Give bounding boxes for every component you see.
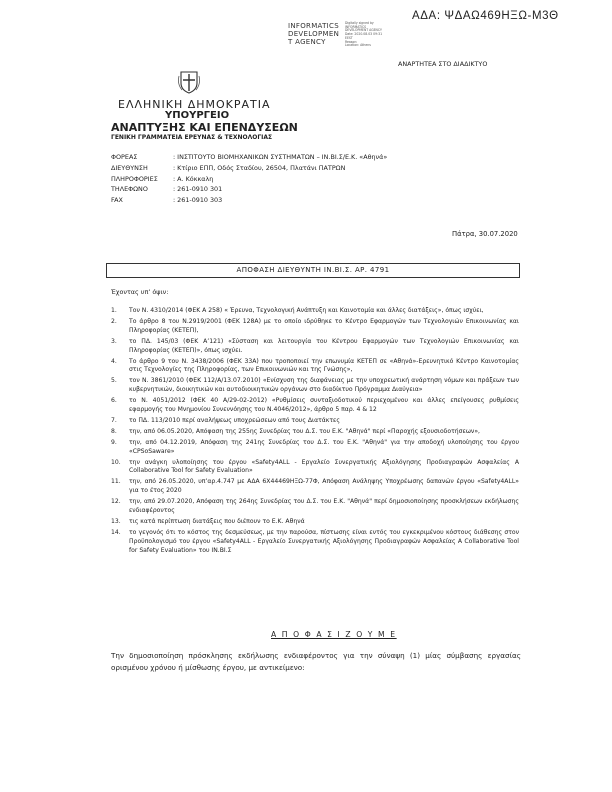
signature-line: DEVELOPMEN	[288, 30, 340, 39]
signature-details	[345, 22, 405, 48]
contact-row	[111, 153, 387, 164]
item-number: 6.	[111, 397, 117, 405]
list-item	[111, 318, 519, 336]
item-number: 14.	[111, 528, 121, 536]
item-text: Το άρθρο 8 του Ν.2919/2001 (ΦΕΚ 128Α) με το οποίο ιδρύθηκε το Κέντρο Εφαρμογών των Τεχνολογιών Επικοινωνίας και Πληροφορίας (ΚΕΤΕΠ),	[129, 317, 519, 334]
item-text: την, από 04.12.2019, Απόφαση της 241ης Συνεδρίας του Δ.Σ. του Ε.Κ. "Αθηνά" για την αποδοχή υλοποίησης του έργου «CPSoSaware»	[129, 438, 519, 455]
list-item	[111, 529, 519, 555]
contact-label: FAX	[111, 196, 123, 205]
item-number: 3.	[111, 337, 117, 345]
item-text: το Ν. 4051/2012 (ΦΕΚ 40 Α/29-02-2012) «Ρυθμίσεις συνταξιοδοτικού περιεχομένου και άλλες επείγουσες ρυθμίσεις εφαρμογής του Μνημονίου Συνεννόησης του Ν.4046/2012», άρθρο 5 παρ. 4 & 12	[129, 397, 519, 413]
list-item	[111, 397, 519, 415]
decision-title: ΑΠΟΦΑΣΗ ΔΙΕΥΘΥΝΤΗ IN.BI.Σ. ΑΡ. 4791	[106, 263, 520, 278]
item-number: 12.	[111, 498, 121, 506]
list-item	[111, 478, 519, 496]
list-item	[111, 358, 519, 376]
item-text: την, από 06.05.2020, Απόφαση της 255ης Συνεδρίας του Δ.Σ. του Ε.Κ. "Αθηνά" περί «Παροχής εξουσιοδοτήσεων»,	[129, 427, 480, 435]
country-name: ΕΛΛΗΝΙΚΗ ΔΗΜΟΚΡΑΤΙΑ	[118, 98, 271, 111]
contact-info	[111, 153, 387, 207]
decision-body: Την δημοσιοποίηση πρόσκλησης εκδήλωσης ενδιαφέροντος για την σύναψη (1) μίας σύμβασης εργασίας ορισμένου χρόνου ή μίσθωσης έργου, με αντικείμενο:	[111, 651, 521, 673]
item-number: 2.	[111, 317, 117, 325]
item-number: 9.	[111, 438, 117, 446]
item-number: 10.	[111, 458, 121, 466]
signature-detail: Location: Athens	[345, 43, 371, 48]
signature-detail: Reason:	[345, 39, 358, 44]
list-item	[111, 377, 519, 395]
list-item	[111, 307, 519, 316]
secretariat-name: ΓΕΝΙΚΗ ΓΡΑΜΜΑΤΕΙΑ ΕΡΕΥΝΑΣ & ΤΕΧΝΟΛΟΓΙΑΣ	[111, 134, 273, 141]
document-date: Πάτρα, 30.07.2020	[452, 230, 518, 238]
contact-label: ΤΗΛΕΦΩΝΟ	[111, 185, 148, 194]
coat-of-arms-icon	[178, 70, 200, 94]
signature-detail: Digitally signed by	[345, 21, 374, 25]
contact-value: : 261-0910 303	[173, 196, 223, 205]
considerations-list	[111, 307, 519, 558]
item-number: 11.	[111, 478, 121, 486]
decision-heading: Α Π Ο Φ Α Σ Ι Ζ Ο Υ Μ Ε	[271, 630, 397, 639]
list-item	[111, 417, 519, 426]
item-text: την ανάγκη υλοποίησης του έργου «Safety4ALL - Εργαλείο Συνεργατικής Αξιολόγησης Προδιαγραφών Ασφαλείας A Collaborative Tool for Safety Evaluation»	[129, 458, 519, 475]
contact-row	[111, 164, 387, 175]
signature-detail: DEVELOPMENT AGENCY	[345, 28, 382, 33]
item-text: τις κατά περίπτωση διατάξεις που διέπουν το Ε.Κ. Αθηνά	[129, 517, 305, 525]
item-number: 8.	[111, 427, 117, 435]
item-number: 1.	[111, 307, 117, 314]
ministry-name: ΑΝΑΠΤΥΞΗΣ ΚΑΙ ΕΠΕΝΔΥΣΕΩΝ	[111, 121, 298, 134]
ada-code: ΑΔΑ: ΨΔΑΩ469ΗΞΩ-Μ3Θ	[412, 10, 559, 22]
item-text: Το άρθρο 9 του Ν. 3438/2006 (ΦΕΚ 33Α) που τροποποιεί την επωνυμία ΚΕΤΕΠ σε «Αθηνά»-Ερευνητικό Κέντρο Καινοτομίας στις Τεχνολογίες της Πληροφορίας, των Επικοινωνιών και της Γνώσης»,	[129, 357, 519, 374]
list-item	[111, 428, 519, 437]
signature-detail: Date: 2020.08.03 09:31	[345, 32, 383, 37]
item-number: 4.	[111, 357, 117, 365]
item-text: το ΠΔ. 145/03 (ΦΕΚ Α’121) «Σύσταση και λειτουργία του Κέντρου Εφαρμογών των Τεχνολογιών Επικοινωνίας και Πληροφορίας (ΚΕΤΕΠ)», όπως ισχύει.	[129, 337, 519, 354]
publish-note: ΑΝΑΡΤΗΤΕΑ ΣΤΟ ΔΙΑΔΙΚΤΥΟ	[398, 60, 488, 68]
contact-label: ΔΙΕΥΘΥΝΣΗ	[111, 163, 148, 172]
contact-label: ΦΟΡΕΑΣ	[111, 153, 138, 161]
contact-value: : Α. Κόκκαλη	[173, 174, 214, 183]
item-number: 7.	[111, 416, 117, 424]
item-text: την, από 26.05.2020, υπ’αρ.4.747 με ΑΔΑ 6Χ44469ΗΞΩ-77Φ, Απόφαση Ανάληψης Υποχρέωσης δαπανών έργου «Safety4ALL» για το έτος 2020	[129, 478, 519, 495]
signature-line: T AGENCY	[288, 38, 326, 47]
item-text: το γεγονός ότι το κόστος της δεσμεύσεως, με την παρούσα, πίστωσης είναι εντός του εγκεκριμένου κόστους διάθεσης στον Προϋπολογισμό του έργου «Safety4ALL - Εργαλείο Συνεργατικής Αξιολόγησης Προδιαγραφών Ασφαλείας A Collaborative Tool for Safety Evaluation» του ΙΝ.ΒΙ.Σ	[129, 528, 519, 554]
list-item	[111, 459, 519, 477]
list-item	[111, 498, 519, 516]
ministry-label: ΥΠΟΥΡΓΕΙΟ	[165, 110, 230, 121]
signature-detail: INFORMATICS	[345, 24, 367, 29]
contact-value: : ΙΝΣΤΙΤΟΥΤΟ ΒΙΟΜΗΧΑΝΙΚΩΝ ΣΥΣΤΗΜΑΤΩΝ – IN.BI.Σ/Ε.Κ. «Αθηνά»	[173, 153, 388, 161]
item-text: την, από 29.07.2020, Απόφαση της 264ης Συνεδρίας του Δ.Σ. του Ε.Κ. "Αθηνά" περί δημοσιοποίησης προσκλήσεων εκδήλωσης ενδιαφέροντος	[129, 498, 519, 514]
list-item	[111, 439, 519, 457]
signature-detail: EEST	[345, 35, 353, 40]
intro-text: Έχοντας υπ’ όψιν:	[111, 288, 169, 296]
contact-label: ΠΛΗΡΟΦΟΡΙΕΣ	[111, 174, 158, 183]
list-item	[111, 338, 519, 356]
contact-value: : Κτίριο ΕΠΠ, Οδός Σταδίου, 26504, Πλατάνι ΠΑΤΡΩΝ	[173, 163, 346, 172]
contact-row	[111, 185, 387, 196]
item-text: το ΠΔ. 113/2010 περί αναλήψεως υποχρεώσεων από τους Διατάκτες	[129, 416, 340, 424]
list-item	[111, 518, 519, 527]
item-text: τον Ν. 3861/2010 (ΦΕΚ 112/Α/13.07.2010) «Ενίσχυση της διαφάνειας με την υποχρεωτική ανάρτηση νόμων και πράξεων των κυβερνητικών, διοικητικών και αυτοδιοικητικών οργάνων στο διαδίκτυο Πρόγραμμα Διαύγεια»	[129, 377, 519, 394]
signature-line: INFORMATICS	[288, 22, 339, 30]
contact-row	[111, 175, 387, 186]
contact-row	[111, 196, 387, 207]
contact-value: : 261-0910 301	[173, 185, 223, 194]
item-number: 13.	[111, 517, 121, 525]
item-text: Τον Ν. 4310/2014 (ΦΕΚ Α 258) « Έρευνα, Τεχνολογική Ανάπτυξη και Καινοτομία και άλλες διατάξεις», όπως ισχύει,	[129, 307, 484, 314]
item-number: 5.	[111, 377, 117, 385]
